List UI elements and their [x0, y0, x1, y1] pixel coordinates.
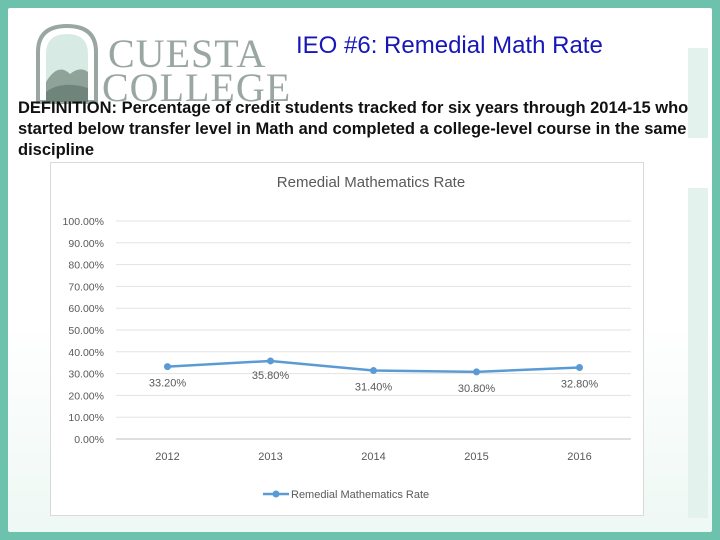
x-tick-label: 2013: [258, 451, 283, 463]
data-label: 33.20%: [148, 377, 187, 390]
data-point: [164, 363, 171, 370]
y-tick-label: 10.00%: [68, 412, 104, 425]
data-point: [473, 368, 480, 375]
x-tick-label: 2015: [464, 451, 489, 463]
legend-marker-icon: [273, 491, 280, 498]
chart-title: Remedial Mathematics Rate: [276, 174, 466, 191]
y-tick-label: 40.00%: [68, 346, 104, 359]
line-chart: [51, 163, 643, 515]
x-tick-label: 2012: [155, 451, 180, 463]
chart-container: [50, 162, 644, 516]
data-point: [267, 357, 274, 364]
y-tick-label: 100.00%: [62, 216, 104, 228]
definition-label: DEFINITION:: [18, 99, 117, 117]
y-tick-label: 80.00%: [68, 259, 104, 272]
legend-label: Remedial Mathematics Rate: [291, 489, 430, 501]
data-label: 31.40%: [354, 381, 393, 394]
data-label: 32.80%: [560, 378, 599, 391]
x-tick-label: 2016: [567, 451, 592, 463]
logo-text-line1: CUESTA: [108, 31, 267, 76]
y-tick-label: 60.00%: [68, 303, 104, 316]
y-tick-label: 20.00%: [68, 390, 104, 403]
data-label: 30.80%: [457, 382, 496, 395]
mission-arch-icon: [32, 22, 102, 106]
y-tick-label: 0.00%: [74, 434, 104, 446]
data-label: 35.80%: [251, 369, 290, 382]
data-point: [576, 364, 583, 371]
slide-title: IEO #6: Remedial Math Rate: [296, 32, 603, 59]
decorative-bar: [688, 48, 708, 138]
definition: [18, 98, 690, 161]
decorative-bar: [688, 188, 708, 518]
y-tick-label: 30.00%: [68, 368, 104, 381]
data-point: [370, 367, 377, 374]
logo-text-line2: COLLEGE: [102, 65, 292, 110]
y-tick-label: 50.00%: [68, 325, 104, 337]
y-tick-label: 90.00%: [68, 237, 104, 250]
y-tick-label: 70.00%: [68, 281, 104, 294]
definition-text: Percentage of credit students tracked for six years through 2014-15 who started below transfer level in Math and completed a college-level course in the same discipline: [18, 99, 689, 159]
x-tick-label: 2014: [361, 451, 386, 463]
